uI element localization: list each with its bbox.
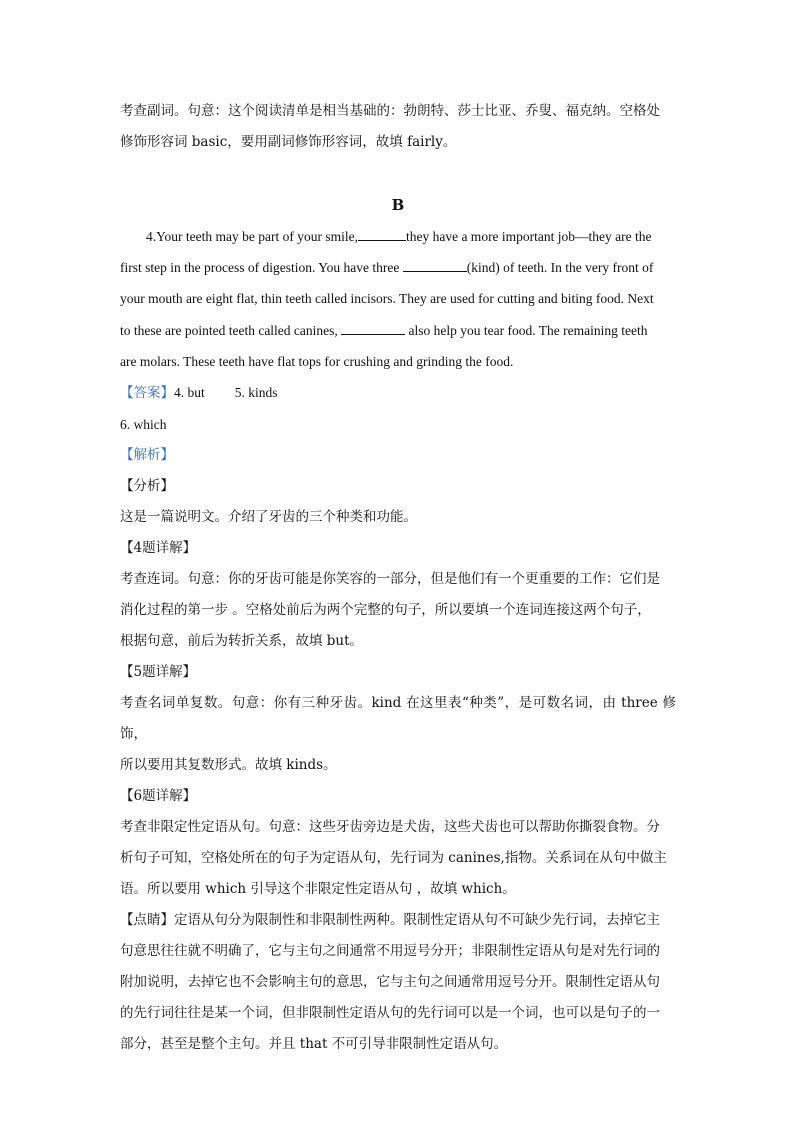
document-page xyxy=(120,96,676,1060)
fenxi-tag: 【分析】 xyxy=(120,478,174,495)
q4-line-1: 考查连词。句意：你的牙齿可能是你笑容的一部分，但是他们有一个更重要的工作：它们是 xyxy=(120,571,660,588)
q6-line-1: 考查非限定性定语从句。句意：这些牙齿旁边是犬齿，这些犬齿也可以帮助你撕裂食物。分 xyxy=(120,819,660,836)
dianjing-line-5: 部分，甚至是整个主句。并且 that 不可引导非限制性定语从句。 xyxy=(120,1036,508,1053)
blank-4[interactable] xyxy=(358,228,406,241)
analysis-tag: 【解析】 xyxy=(120,447,174,464)
answer-tag: 【答案】 xyxy=(120,385,174,402)
q4-line-3: 根据句意，前后为转折关系，故填 but。 xyxy=(120,633,364,650)
q6-line-3: 语。所以要用 which 引导这个非限定性定语从句 ，故填 which。 xyxy=(120,881,516,898)
answer-6: 6. which xyxy=(120,417,167,433)
q5-tag: 【5题详解】 xyxy=(120,664,197,681)
dianjing-line-4: 的先行词往往是某一个词，但非限制性定语从句的先行词可以是一个词，也可以是句子的一 xyxy=(120,1005,660,1022)
blank-5[interactable] xyxy=(403,259,467,272)
q4-line-2: 消化过程的第一步 。空格处前后为两个完整的句子，所以要填一个连词连接这两个句子， xyxy=(120,602,651,619)
fenxi-text: 这是一篇说明文。介绍了牙齿的三个种类和功能。 xyxy=(120,509,417,526)
q6-tag: 【6题详解】 xyxy=(120,788,197,805)
passage: 4.Your teeth may be part of your smile, they have a more important job—they are the first step in the process of digestion. You have three (kind) of teeth. In the very front of your mouth are eight flat, thin teeth called incisors. They are used for cutting and biting food. Next to these are pointed teeth called canines, also help you tear food. The remaining teeth are molars. These teeth have flat tops for crushing and grinding the food. xyxy=(120,229,654,369)
blank-6[interactable] xyxy=(341,322,405,335)
question-number: 4. xyxy=(146,229,157,244)
dianjing-tag: 【点睛】 xyxy=(120,912,174,929)
answer-5: 5. kinds xyxy=(234,385,278,401)
dianjing-line-2: 句意思往往就不明确了，它与主句之间通常不用逗号分开；非限制性定语从句是对先行词的 xyxy=(120,943,660,960)
dianjing-line-1: 【点睛】定语从句分为限制性和非限制性两种。限制性定语从句不可缺少先行词，去掉它主 xyxy=(120,912,660,929)
q4-tag: 【4题详解】 xyxy=(120,540,197,557)
q5-line-1: 考查名词单复数。句意：你有三种牙齿。kind 在这里表“种类”，是可数名词，由 three 修饰， xyxy=(120,695,676,743)
q5-line-2: 所以要用其复数形式。故填 kinds。 xyxy=(120,757,337,774)
dianjing-line-3: 附加说明，去掉它也不会影响主句的意思，它与主句之间通常用逗号分开。限制性定语从句 xyxy=(120,974,660,991)
intro-line-2: 修饰形容词 basic，要用副词修饰形容词，故填 fairly。 xyxy=(120,134,457,150)
intro-line-1: 考查副词。句意：这个阅读清单是相当基础的：勃朗特、莎士比亚、乔叟、福克纳。空格处 xyxy=(120,103,660,119)
section-title: B xyxy=(391,196,405,214)
answer-line xyxy=(120,377,676,409)
q6-line-2: 析句子可知，空格处所在的句子为定语从句，先行词为 canines,指物。关系词在从句中做主 xyxy=(120,850,667,867)
answer-4: 4. but xyxy=(174,385,205,401)
